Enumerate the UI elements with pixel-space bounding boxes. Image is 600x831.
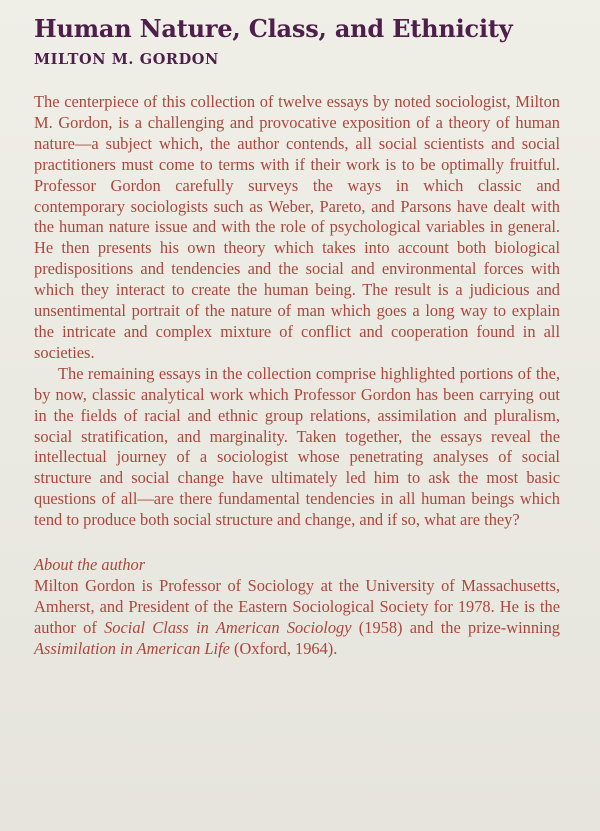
description-paragraph: The remaining essays in the collection comprise highlighted portions of the, by now, classic analytical work which Professor Gordon has been carrying out in the fields of racial and ethnic group relations, assimilation and pluralism, social stratification, and marginality. Taken together, the essays reveal the intellectual journey of a sociologist whose penetrating analyses of social structure and social change have ultimately led him to ask the most basic questions of all—are there fundamental tendencies in all human beings which tend to produce both social structure and change, and if so, what are they? [34,363,560,530]
description-paragraph: The centerpiece of this collection of twelve essays by noted sociologist, Milton M. Gordon, is a challenging and provocative exposition of a theory of human nature—a subject which, the author contends, all social scientists and social practitioners must come to terms with if their work is to be optimally fruitful. Professor Gordon carefully surveys the ways in which classic and contemporary sociologists such as Weber, Pareto, and Parsons have dealt with the human nature issue and with the role of psychological variables in general. He then presents his own theory which takes into account both biological predispositions and tendencies and the social and environmental forces with which they interact to create the human being. The result is a judicious and unsentimental portrait of the nature of man which goes a long way to explain the intricate and complex mixture of conflict and cooperation found in all societies. [34,92,560,362]
book-reference-title: Social Class in American Sociology [104,617,352,637]
about-author-text [34,576,560,660]
book-description [34,92,560,531]
about-author-heading: About the author [34,555,146,575]
about-author-text-part: (Oxford, 1964). [229,638,338,658]
about-author-section [34,555,560,660]
book-author: MILTON M. GORDON [34,51,219,68]
book-title: Human Nature, Class, and Ethnicity [34,14,513,43]
about-author-text-part: (1958) and the prize-winning [351,617,560,637]
about-author-text-part: Milton Gordon is Professor of Sociology at the University of Massachusetts, Amherst, and President of the Eastern Sociological Society for 1978. He is the author of [34,575,560,637]
book-reference-title: Assimilation in American Life [34,638,230,658]
